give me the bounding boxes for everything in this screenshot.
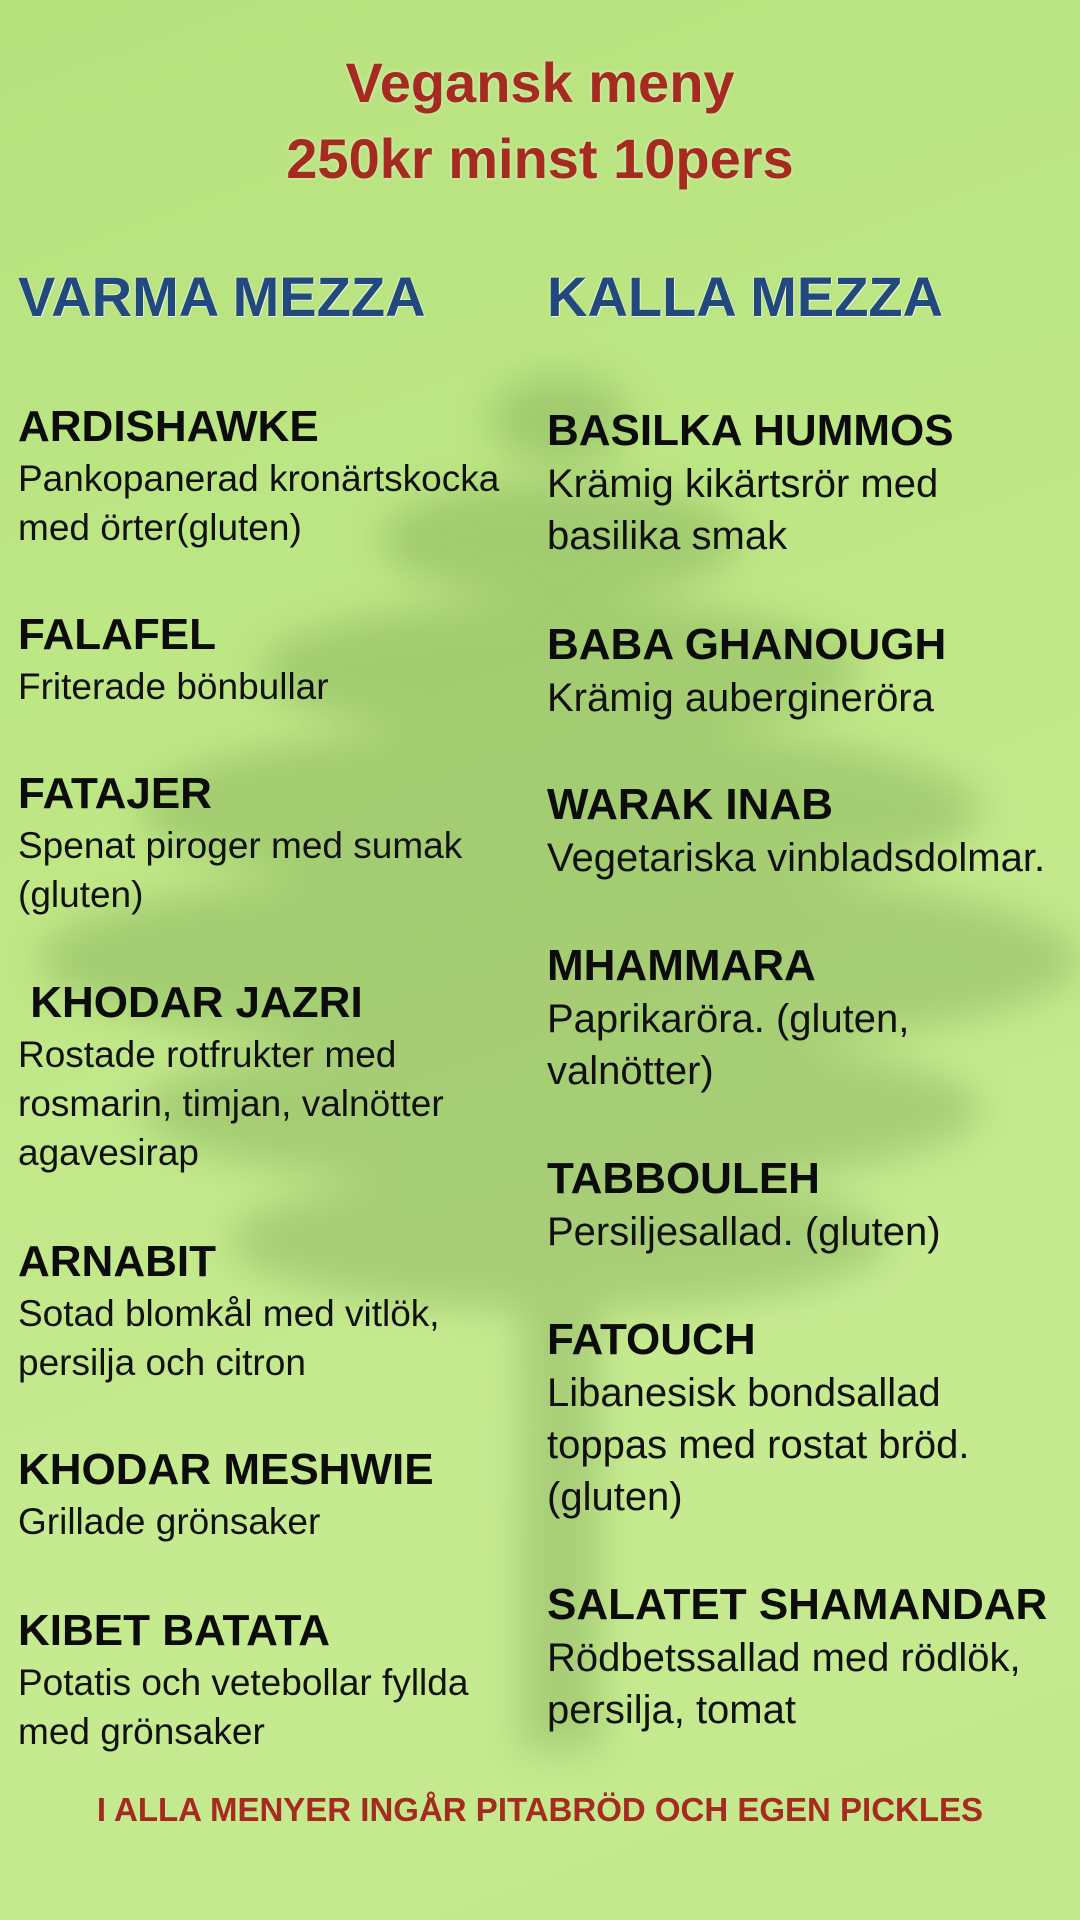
menu-item-desc: Paprikaröra. (gluten, valnötter): [547, 997, 910, 1093]
menu-item-name: KHODAR JAZRI: [18, 978, 363, 1027]
menu-item-basilka-hummos: [547, 404, 1067, 562]
menu-item-ardishawke: [18, 400, 523, 552]
menu-item-desc: Vegetariska vinbladsdolmar.: [547, 836, 1046, 880]
menu-item-name: KIBET BATATA: [18, 1606, 331, 1655]
menu-item-desc: Libanesisk bondsallad toppas med rostat bröd. (gluten): [547, 1371, 970, 1519]
menu-item-name: ARNABIT: [18, 1237, 216, 1286]
menu-item-warak-inab: [547, 778, 1067, 884]
menu-item-mhammara: [547, 939, 1067, 1097]
menu-item-khodar-meshwie: [18, 1443, 523, 1546]
menu-item-fatouch: [547, 1313, 1067, 1523]
menu-item-baba-ghanough: [547, 618, 1067, 724]
menu-item-name: SALATET SHAMANDAR: [547, 1580, 1048, 1629]
warm-mezza-heading: VARMA MEZZA: [18, 265, 426, 328]
menu-item-desc: Rostade rotfrukter med rosmarin, timjan, valnötter agavesirap: [18, 1034, 444, 1173]
menu-title: Vegansk meny: [345, 51, 735, 114]
menu-item-fatajer: [18, 767, 523, 919]
menu-item-desc: Grillade grönsaker: [18, 1501, 321, 1542]
menu-item-desc: Krämig aubergineröra: [547, 676, 934, 720]
menu-item-name: WARAK INAB: [547, 780, 833, 829]
menu-item-desc: Krämig kikärtsrör med basilika smak: [547, 462, 939, 558]
menu-item-desc: Spenat piroger med sumak (gluten): [18, 825, 463, 915]
menu-item-name: MHAMMARA: [547, 941, 816, 990]
menu-item-desc: Pankopanerad kronärtskocka med örter(gluten): [18, 458, 500, 548]
menu-item-kibet-batata: [18, 1604, 523, 1756]
menu-item-name: FATOUCH: [547, 1315, 756, 1364]
menu-item-name: BASILKA HUMMOS: [547, 406, 954, 455]
menu-item-name: FALAFEL: [18, 610, 216, 659]
menu-item-desc: Friterade bönbullar: [18, 666, 329, 707]
menu-item-tabbouleh: [547, 1152, 1067, 1258]
menu-item-desc: Rödbetssallad med rödlök, persilja, tomat: [547, 1636, 1021, 1732]
menu-item-name: BABA GHANOUGH: [547, 620, 947, 669]
menu-item-falafel: [18, 608, 523, 711]
cold-mezza-heading: KALLA MEZZA: [547, 265, 944, 328]
menu-footer-note: I ALLA MENYER INGÅR PITABRÖD OCH EGEN PICKLES: [96, 1791, 984, 1828]
menu-item-salatet-shamandar: [547, 1578, 1067, 1736]
menu-item-desc: Sotad blomkål med vitlök, persilja och citron: [18, 1293, 440, 1383]
menu-item-name: KHODAR MESHWIE: [18, 1445, 434, 1494]
menu-price: 250kr minst 10pers: [286, 127, 794, 190]
menu-item-khodar-jazri: [18, 976, 523, 1177]
menu-item-name: ARDISHAWKE: [18, 402, 319, 451]
menu-item-name: TABBOULEH: [547, 1154, 820, 1203]
menu-item-arnabit: [18, 1235, 523, 1387]
menu-item-name: FATAJER: [18, 769, 212, 818]
menu-item-desc: Persiljesallad. (gluten): [547, 1210, 941, 1254]
menu-item-desc: Potatis och vetebollar fyllda med grönsaker: [18, 1662, 469, 1752]
